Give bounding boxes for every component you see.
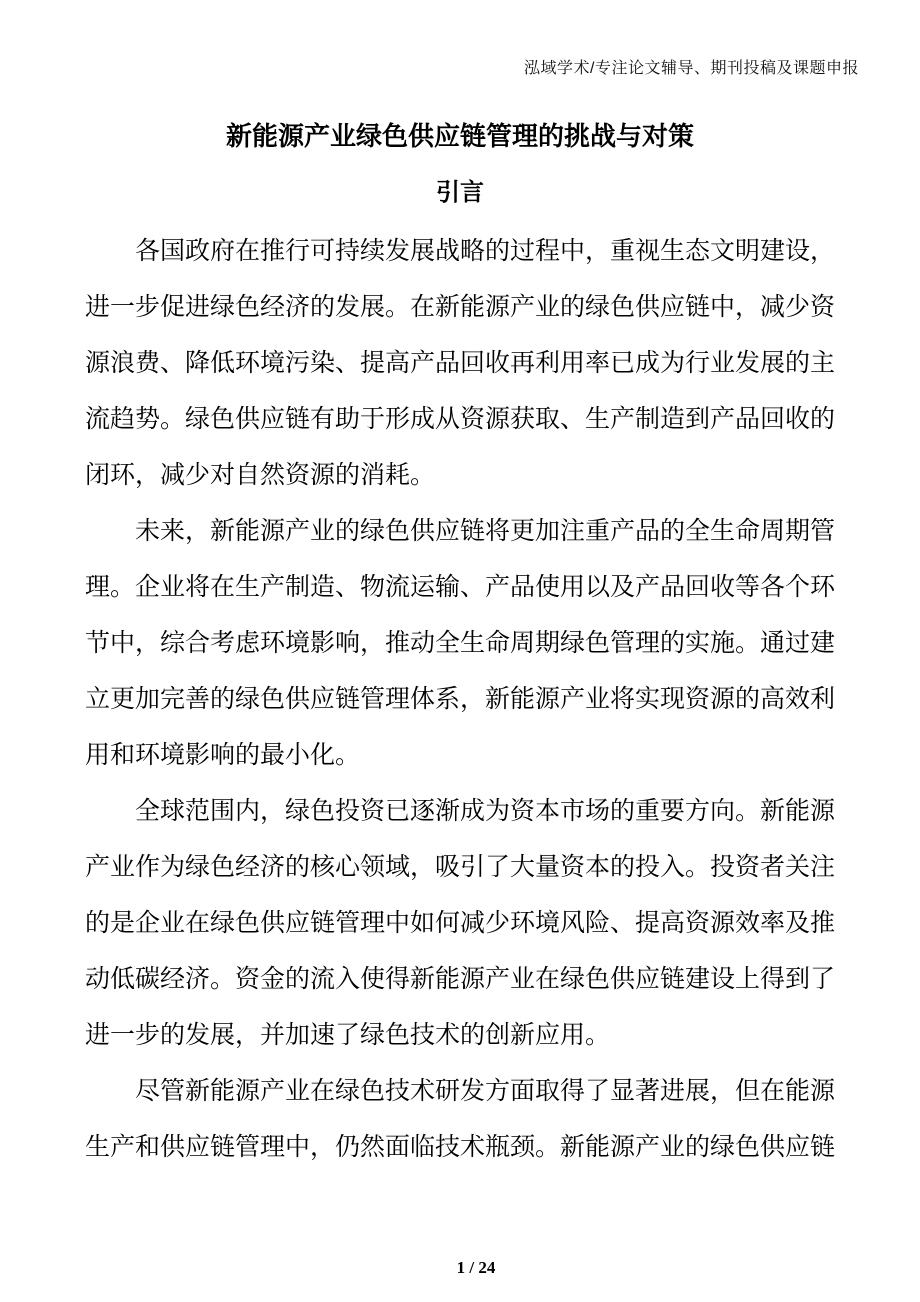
paragraph-3: 全球范围内，绿色投资已逐渐成为资本市场的重要方向。新能源产业作为绿色经济的核心领域，吸引了大量资本的投入。投资者关注的是企业在绿色供应链管理中如何减少环境风险、提高资源效率及推动低碳经济。资金的流入使得新能源产业在绿色供应链建设上得到了进一步的发展，并加速了绿色技术的创新应用。 [85,798,836,1049]
page-header [0,55,859,78]
page-footer [16,1258,920,1278]
paragraph-2: 未来，新能源产业的绿色供应链将更加注重产品的全生命周期管理。企业将在生产制造、物流运输、产品使用以及产品回收等各个环节中，综合考虑环境影响，推动全生命周期绿色管理的实施。通过建立更加完善的绿色供应链管理体系，新能源产业将实现资源的高效利用和环境影响的最小化。 [85,518,836,769]
document-title: 新能源产业绿色供应链管理的挑战与对策 [225,121,694,151]
section-heading: 引言 [436,179,484,206]
paragraph-1: 各国政府在推行可持续发展战略的过程中，重视生态文明建设，进一步促进绿色经济的发展。在新能源产业的绿色供应链中，减少资源浪费、降低环境污染、提高产品回收再利用率已成为行业发展的主流趋势。绿色供应链有助于形成从资源获取、生产制造到产品回收的闭环，减少对自然资源的消耗。 [85,238,836,489]
document-body [85,224,835,1176]
brand-text: 泓域学术/专注论文辅导、期刊投稿及课题申报 [524,60,859,77]
paragraph-4: 尽管新能源产业在绿色技术研发方面取得了显著进展，但在能源生产和供应链管理中，仍然面临技术瓶颈。新能源产业的绿色供应链 [85,1078,836,1161]
page-number: 1 / 24 [456,1258,496,1277]
